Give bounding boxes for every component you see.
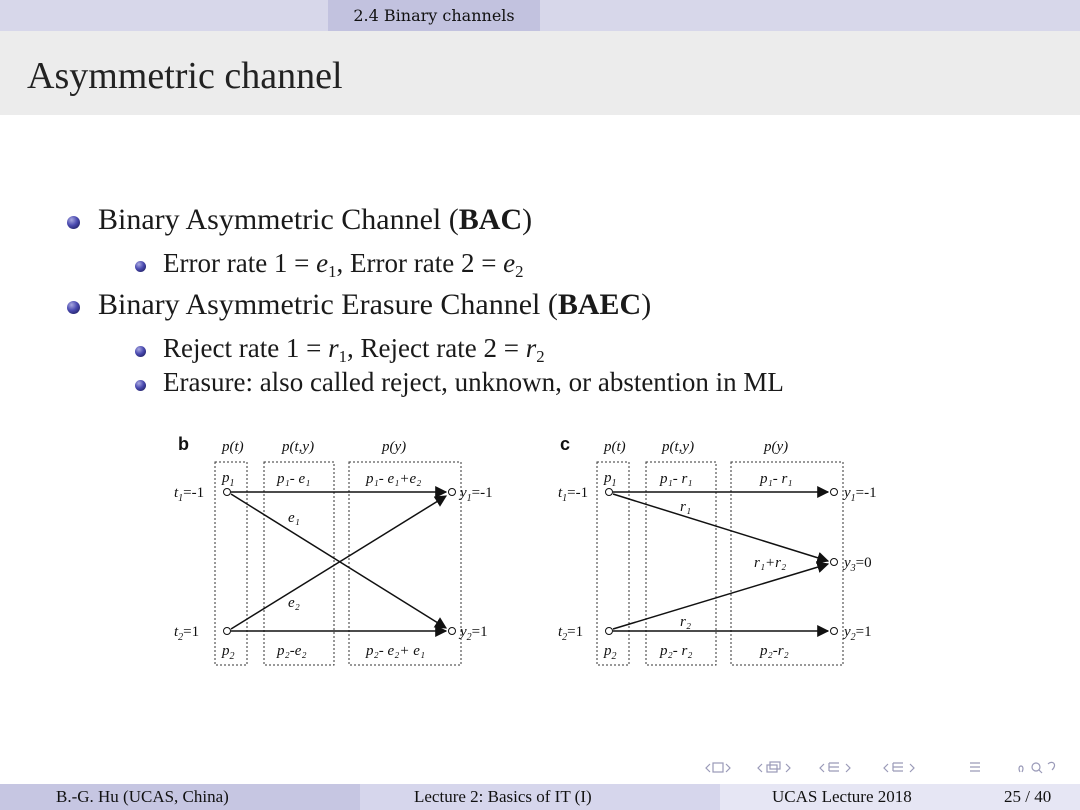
- channel-diagrams: [160, 425, 920, 675]
- math-var: e: [316, 248, 329, 278]
- section-title[interactable]: 2.4 Binary channels: [328, 0, 540, 31]
- node: [831, 559, 838, 566]
- prob-label: $p_2$: [604, 643, 617, 662]
- sub-bullet-ball-icon: [135, 261, 146, 272]
- bullet-baec: [98, 288, 651, 322]
- bullet-text: ): [522, 203, 533, 236]
- nav-appendix-icon[interactable]: [970, 763, 980, 771]
- output-label: $y_2=1$: [844, 624, 872, 643]
- prob-label: p₂-r₂: [760, 643, 789, 659]
- bullet-ball-icon: [67, 301, 80, 314]
- footer-event: UCAS Lecture 2018: [772, 787, 912, 806]
- input-label: $t_1=-1$: [558, 485, 589, 504]
- column-label: p(y): [764, 439, 789, 455]
- prob-label: p₁- e₁+e₂: [366, 471, 422, 487]
- math-sub: 2: [515, 262, 524, 282]
- panel-label: c: [560, 434, 571, 454]
- prob-label: e₁: [288, 510, 300, 526]
- prob-label: r₁: [680, 499, 692, 515]
- bullet-text: ): [641, 288, 652, 321]
- bullet-text: Binary Asymmetric Erasure Channel (: [98, 288, 558, 321]
- footer-left: [0, 784, 360, 810]
- footer-page-number: 25 / 40: [1004, 787, 1052, 806]
- node: [224, 489, 231, 496]
- footer-right: [720, 784, 1080, 810]
- input-label: $t_1=-1$: [174, 485, 205, 504]
- bullet-text: Binary Asymmetric Channel (: [98, 203, 459, 236]
- node: [831, 628, 838, 635]
- bullet-text: Error rate 1 =: [163, 248, 317, 278]
- input-label: $t_2=1$: [558, 624, 584, 643]
- column-label: p(y): [382, 439, 407, 455]
- footer-middle: [360, 784, 720, 810]
- output-label: $y_3=0$: [844, 555, 872, 574]
- math-sub: 1: [328, 262, 337, 282]
- math-var: r: [525, 333, 537, 363]
- panel-label: b: [178, 434, 189, 454]
- prob-label: p₂-e₂: [277, 643, 307, 659]
- prob-label: p₂- e₂+ e₁: [366, 643, 426, 659]
- prob-label: p₁- r₁: [760, 471, 793, 487]
- math-sub: 2: [536, 347, 545, 367]
- bullet-bold: BAEC: [557, 288, 642, 321]
- arrow: [613, 564, 828, 629]
- slide-title: Asymmetric channel: [27, 55, 343, 97]
- sub-bullet-ball-icon: [135, 380, 146, 391]
- math-sub: 1: [338, 347, 348, 367]
- bullet-text: , Error rate 2 =: [336, 248, 504, 278]
- bullet-bac: [98, 203, 532, 237]
- prob-label: e₂: [288, 595, 300, 611]
- bullet-ball-icon: [67, 216, 80, 229]
- sub-bullet-error-rates: [163, 248, 524, 282]
- prob-label: $p_2$: [222, 643, 235, 662]
- arrow: [231, 496, 446, 629]
- sub-bullet-reject-rates: [163, 333, 545, 367]
- nav-subsection-icon[interactable]: [758, 762, 790, 772]
- footer: [0, 784, 1080, 810]
- diagram-bac: [174, 434, 493, 665]
- footer-author: B.-G. Hu (UCAS, China): [56, 787, 229, 806]
- beamer-navigation: [700, 758, 1080, 778]
- prob-label: $p_1$: [222, 470, 235, 489]
- node: [224, 628, 231, 635]
- arrow: [231, 494, 446, 628]
- column-label: p(t,y): [662, 439, 695, 455]
- prob-label: r₂: [680, 614, 692, 630]
- nav-document-icon[interactable]: [884, 763, 914, 772]
- prob-label: r₁+r₂: [754, 555, 787, 571]
- output-label: $y_1=-1$: [844, 485, 877, 504]
- nav-section-icon[interactable]: [820, 763, 850, 772]
- sub-bullet-ball-icon: [135, 346, 146, 357]
- input-label: $t_2=1$: [174, 624, 200, 643]
- prob-label: p₁- r₁: [660, 471, 693, 487]
- node: [449, 628, 456, 635]
- header-bar: [0, 0, 1080, 31]
- math-var: e: [503, 248, 516, 278]
- node: [449, 489, 456, 496]
- node: [606, 489, 613, 496]
- output-label: $y_1=-1$: [460, 485, 493, 504]
- sub-bullet-erasure: Erasure: also called reject, unknown, or abstention in ML: [163, 367, 784, 397]
- math-var: r: [328, 333, 339, 363]
- column-label: p(t,y): [282, 439, 315, 455]
- bullet-bold: BAC: [458, 203, 523, 236]
- node: [831, 489, 838, 496]
- output-label: $y_2=1$: [460, 624, 488, 643]
- diagram-baec: [558, 434, 877, 665]
- footer-lecture: Lecture 2: Basics of IT (I): [414, 787, 592, 806]
- node: [606, 628, 613, 635]
- prob-label: p₁- e₁: [277, 471, 311, 487]
- column-label: p(t): [222, 439, 244, 455]
- nav-frame-icon[interactable]: [706, 763, 730, 772]
- nav-search-icon[interactable]: [1019, 762, 1055, 773]
- bullet-text: , Reject rate 2 =: [347, 333, 526, 363]
- arrow: [613, 494, 828, 561]
- column-label: p(t): [604, 439, 626, 455]
- title-bar: [0, 31, 1080, 115]
- prob-label: p₂- r₂: [660, 643, 693, 659]
- prob-label: $p_1$: [604, 470, 617, 489]
- bullet-text: Reject rate 1 =: [163, 333, 329, 363]
